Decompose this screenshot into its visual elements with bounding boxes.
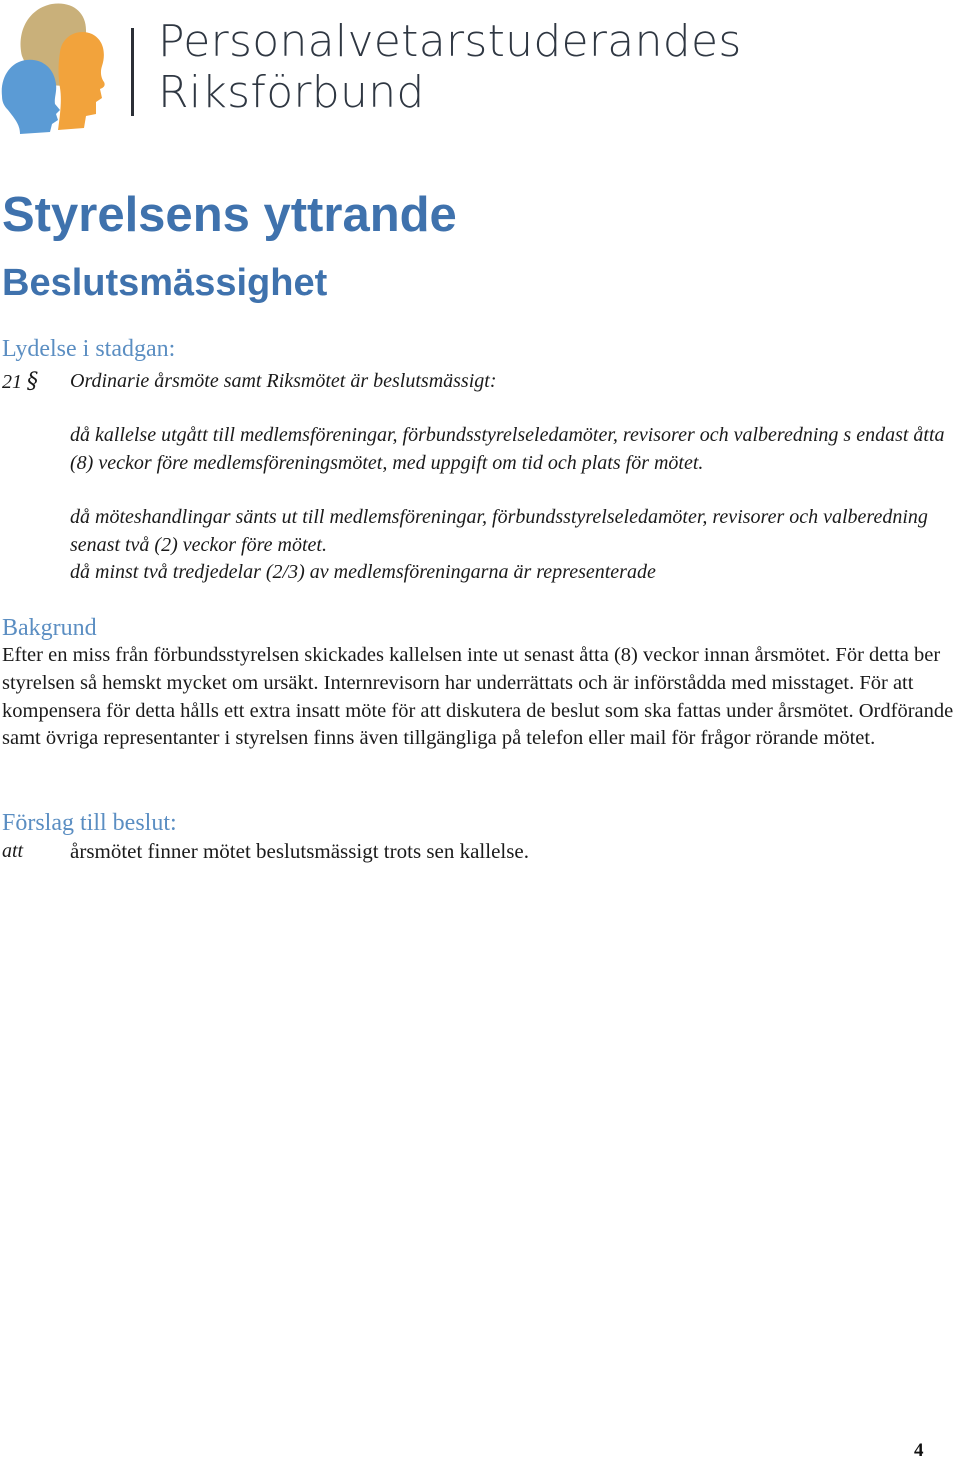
- background-heading: Bakgrund: [2, 615, 97, 641]
- logo-divider: [131, 28, 134, 116]
- statute-heading: Lydelse i stadgan:: [2, 336, 176, 362]
- page-title: Styrelsens yttrande: [2, 188, 457, 242]
- logo-head-blue: [2, 60, 60, 134]
- statute-condition-1: då kallelse utgått till medlemsföreningar, förbundsstyrelseledamöter, revisorer och valberedning s endast åtta (8) veckor före medlemsföreningsmötet, med uppgift om tid och plats för mötet.: [70, 424, 945, 474]
- paragraph-reference: [2, 368, 38, 397]
- proposal-att-label: att: [2, 840, 24, 862]
- proposal-text: årsmötet finner mötet beslutsmässigt trots sen kallelse.: [70, 839, 529, 863]
- logo-head-orange: [58, 32, 105, 130]
- statute-condition-3: då minst två tredjedelar (2/3) av medlemsföreningarna är representerade: [70, 561, 656, 583]
- background-text: Efter en miss från förbundsstyrelsen skickades kallelsen inte ut senast åtta (8) veckor innan årsmötet. För detta ber styrelsen så hemskt mycket om ursäkt. Internrevisorn har underrättats och är införstådda med misstaget. För att kompensera för detta hålls ett extra insatt möte för att diskutera de beslut som ska fattas under årsmötet. Ordförande samt övriga representanter i styrelsen finns även tillgängliga på telefon eller mail för frågor rörande mötet.: [2, 644, 954, 750]
- organization-name: [158, 16, 742, 118]
- page-number: 4: [914, 1440, 924, 1461]
- paragraph-number: 21: [2, 371, 22, 393]
- statute-intro: Ordinarie årsmöte samt Riksmötet är beslutsmässigt:: [70, 370, 497, 392]
- organization-name-line2: Riksförbund: [158, 67, 425, 118]
- organization-name-line1: Personalvetarstuderandes: [158, 16, 742, 67]
- proposal-heading: Förslag till beslut:: [2, 810, 177, 836]
- statute-condition-2: då möteshandlingar sänts ut till medlemsföreningar, förbundsstyrelseledamöter, revisorer och valberedning senast två (2) veckor före mötet.: [70, 506, 928, 556]
- paragraph-sign: §: [27, 369, 38, 394]
- organization-logo: [0, 0, 112, 136]
- page-subtitle: Beslutsmässighet: [2, 262, 328, 304]
